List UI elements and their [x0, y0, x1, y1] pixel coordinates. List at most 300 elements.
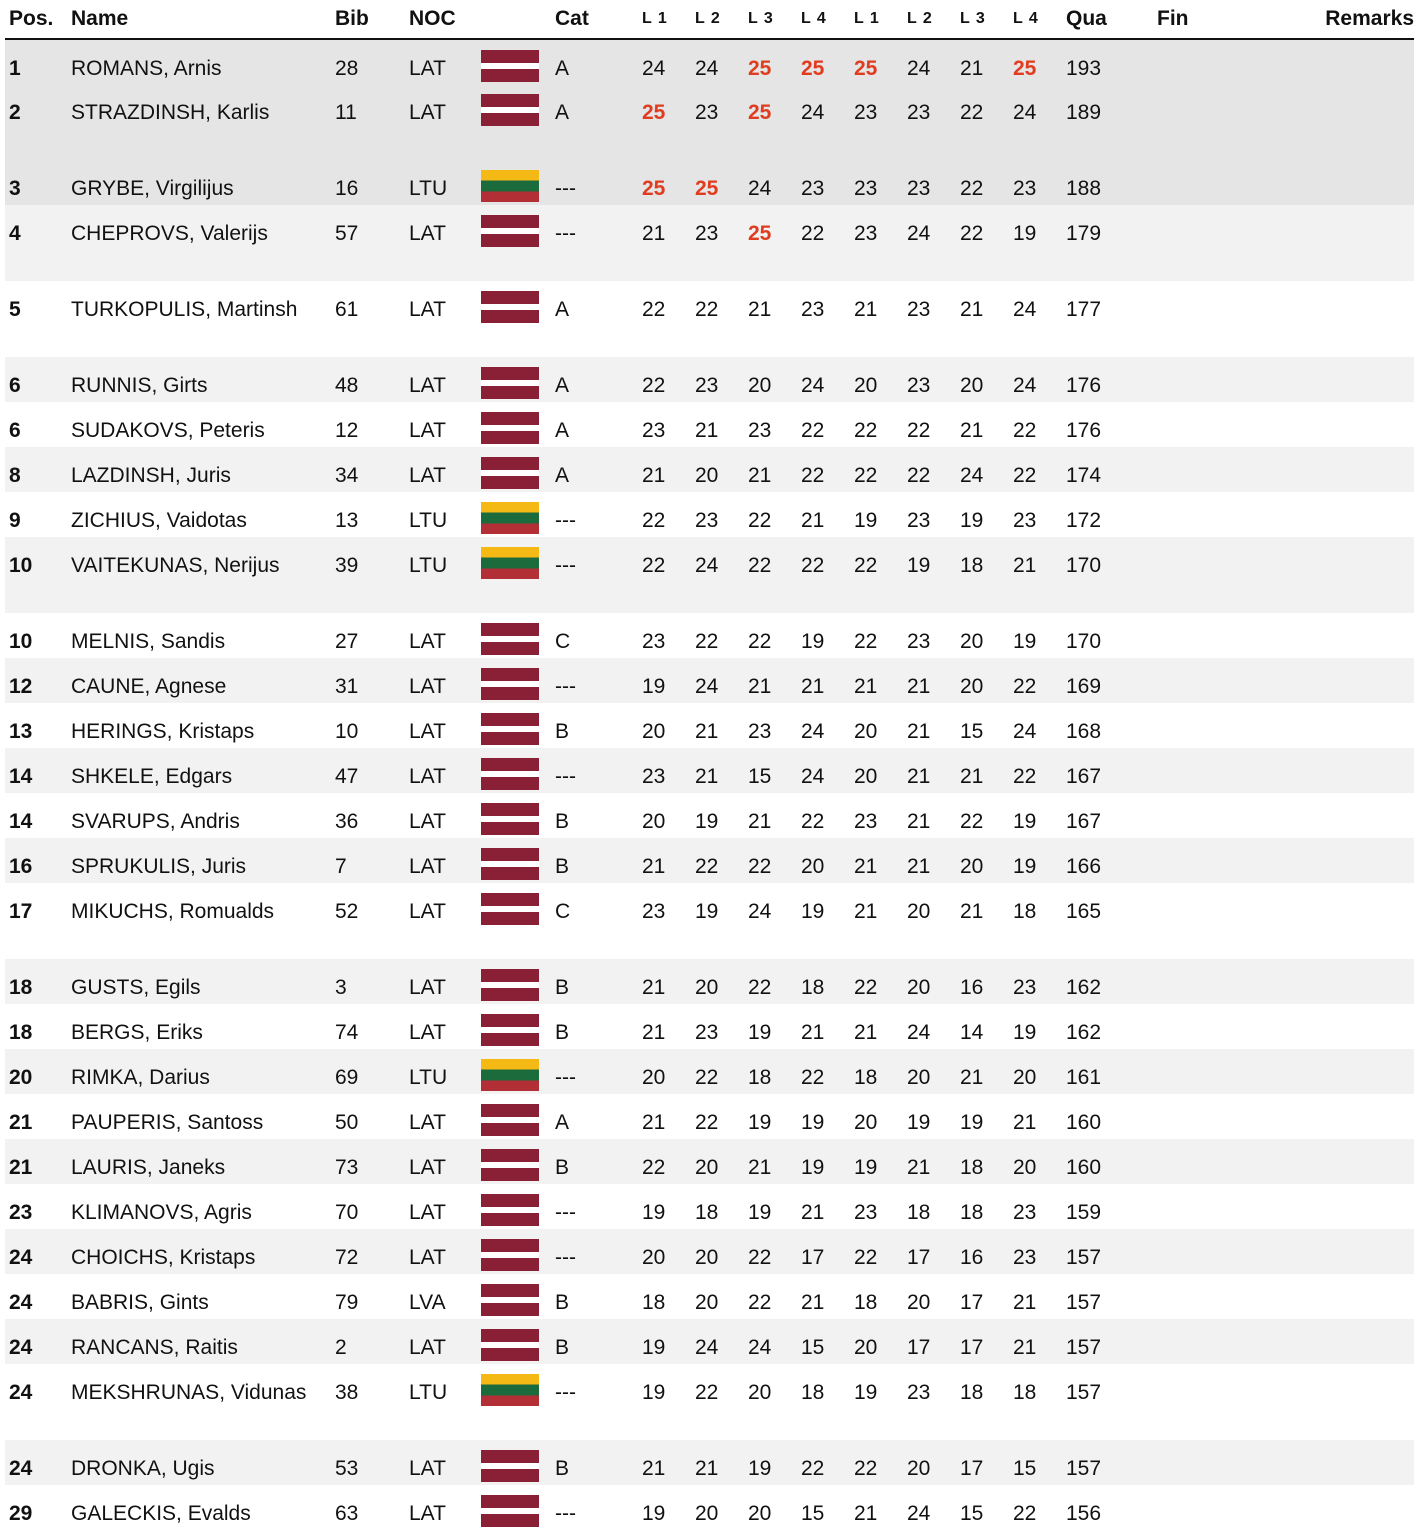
lap-score-cell: 19: [638, 658, 691, 703]
qualification-total-cell: 157: [1066, 1291, 1102, 1314]
lap-score-cell: 22: [797, 1440, 850, 1485]
noc-cell: LTU: [405, 1049, 477, 1094]
qualification-total-cell: 177: [1066, 298, 1102, 321]
lap-score-cell: 22: [797, 1049, 850, 1094]
final-cell: [1153, 447, 1287, 492]
position-cell: 9: [9, 509, 21, 532]
remarks-cell: [1287, 447, 1414, 492]
lap-score-cell: 20: [691, 959, 744, 1004]
bib-cell: 3: [331, 959, 405, 1004]
table-row: [5, 537, 1414, 613]
lithuania-flag-icon: [481, 170, 539, 202]
qualification-total-cell: 174: [1062, 447, 1153, 492]
bib-cell: 11: [331, 84, 405, 160]
category-cell: B: [555, 720, 570, 743]
lap-score-cell: 23: [854, 1201, 878, 1224]
latvia-flag-icon: [481, 1284, 539, 1316]
bib-cell: 47: [331, 748, 405, 793]
lap-score-cell: 22: [956, 84, 1009, 160]
lap-score-cell: 20: [960, 630, 984, 653]
final-cell: [1153, 658, 1287, 703]
lap-score-cell: 21: [854, 900, 878, 923]
header-lap: L 4: [797, 0, 850, 39]
bib-cell: 61: [335, 298, 359, 321]
latvia-flag-icon: [481, 457, 539, 489]
bib-cell: 27: [335, 630, 359, 653]
flag-cell: [477, 1485, 551, 1530]
category-cell: ---: [551, 658, 638, 703]
category-cell: A: [551, 447, 638, 492]
lap-score-cell: 17: [903, 1319, 956, 1364]
lap-score-cell: 24: [744, 160, 797, 205]
category-cell: A: [551, 357, 638, 402]
lap-score-cell: 22: [801, 419, 825, 442]
lap-score-cell: 21: [801, 1021, 825, 1044]
category-cell: ---: [551, 748, 638, 793]
noc-cell: LAT: [405, 959, 477, 1004]
position-cell: 2: [5, 84, 67, 160]
remarks-cell: [1287, 1274, 1414, 1319]
noc-cell: LAT: [409, 900, 446, 923]
position-cell: 1: [5, 39, 67, 84]
flag-cell: [477, 1094, 551, 1139]
lap-score-cell: 22: [854, 630, 878, 653]
lap-score-cell: 19: [695, 900, 719, 923]
final-cell: [1153, 537, 1287, 613]
lithuania-flag-icon: [481, 1059, 539, 1091]
bib-cell: 13: [335, 509, 359, 532]
qualification-total-cell: 167: [1062, 748, 1153, 793]
category-cell: B: [555, 1291, 570, 1314]
position-cell: 21: [5, 1139, 67, 1184]
lap-score-cell: 19: [960, 1111, 984, 1134]
lap-score-cell: 22: [850, 537, 903, 613]
lap-score-cell: 21: [691, 748, 744, 793]
flag-cell: [477, 1319, 551, 1364]
position-cell: 10: [5, 537, 67, 613]
lap-score-cell: 24: [801, 720, 825, 743]
qualification-total-cell: 157: [1066, 1381, 1102, 1404]
table-row: [5, 883, 1414, 959]
lap-score-cell: 22: [956, 205, 1009, 281]
noc-cell: LAT: [409, 630, 446, 653]
athlete-name-cell: SHKELE, Edgars: [67, 748, 331, 793]
lithuania-flag-icon: [481, 502, 539, 534]
lap-score-cell: 20: [854, 720, 878, 743]
lap-score-cell: 20: [907, 1291, 931, 1314]
position-cell: 21: [9, 1111, 33, 1134]
results-table: [5, 0, 1414, 1530]
lap-score-cell: 19: [854, 1381, 878, 1404]
flag-cell: [477, 959, 551, 1004]
latvia-flag-icon: [481, 893, 539, 925]
lap-score-cell: 22: [797, 205, 850, 281]
lap-score-cell: 24: [797, 357, 850, 402]
lap-score-cell: 15: [960, 1502, 984, 1525]
athlete-name-cell: DRONKA, Ugis: [67, 1440, 331, 1485]
athlete-name-cell: MIKUCHS, Romualds: [71, 900, 275, 923]
position-cell: 16: [5, 838, 67, 883]
lap-score-cell: 20: [956, 658, 1009, 703]
category-cell: ---: [551, 1229, 638, 1274]
athlete-name-cell: LAURIS, Janeks: [67, 1139, 331, 1184]
lap-score-cell: 25: [850, 39, 903, 84]
noc-cell: LAT: [409, 1201, 446, 1224]
athlete-name-cell: RIMKA, Darius: [67, 1049, 331, 1094]
lap-score-cell: 19: [801, 900, 825, 923]
lap-score-cell: 18: [854, 1291, 878, 1314]
lap-score-cell: 24: [1009, 357, 1062, 402]
final-cell: [1153, 1274, 1287, 1319]
remarks-cell: [1287, 281, 1414, 357]
lap-score-cell: 20: [691, 447, 744, 492]
lap-score-cell: 22: [695, 630, 719, 653]
lap-score-cell: 22: [797, 537, 850, 613]
lap-score-cell: 22: [903, 447, 956, 492]
latvia-flag-icon: [481, 803, 539, 835]
lap-score-cell: 21: [801, 509, 825, 532]
results-body: [5, 39, 1414, 1530]
athlete-name-cell: KLIMANOVS, Agris: [71, 1201, 252, 1224]
noc-cell: LAT: [405, 748, 477, 793]
table-row: [5, 1440, 1414, 1485]
final-cell: [1153, 205, 1287, 281]
bib-cell: 48: [331, 357, 405, 402]
lap-score-cell: 14: [960, 1021, 984, 1044]
lap-score-cell: 23: [1013, 1201, 1037, 1224]
lap-score-cell: 22: [1009, 447, 1062, 492]
lap-score-cell: 20: [903, 959, 956, 1004]
lap-score-cell: 20: [907, 900, 931, 923]
table-row: [5, 205, 1414, 281]
position-cell: 18: [9, 1021, 33, 1044]
lap-score-cell: 16: [956, 959, 1009, 1004]
noc-cell: LAT: [405, 1319, 477, 1364]
table-row: [5, 1364, 1414, 1440]
noc-cell: LVA: [409, 1291, 446, 1314]
noc-cell: LTU: [409, 1381, 448, 1404]
lap-score-cell: 22: [748, 509, 772, 532]
latvia-flag-icon: [481, 1450, 539, 1482]
lap-score-cell: 19: [642, 1381, 666, 1404]
remarks-cell: [1287, 84, 1414, 160]
lap-score-cell: 22: [691, 1049, 744, 1094]
remarks-cell: [1287, 658, 1414, 703]
remarks-cell: [1287, 160, 1414, 205]
lap-score-cell: 23: [801, 298, 825, 321]
noc-cell: LAT: [409, 298, 446, 321]
noc-cell: LAT: [409, 419, 446, 442]
athlete-name-cell: SVARUPS, Andris: [71, 810, 240, 833]
remarks-cell: [1287, 1094, 1414, 1139]
lap-score-cell: 25: [638, 160, 691, 205]
table-row: [5, 402, 1414, 447]
position-cell: 14: [9, 810, 33, 833]
lap-score-cell: 22: [748, 1291, 772, 1314]
flag-cell: [477, 793, 551, 838]
header-noc: NOC: [405, 0, 477, 39]
latvia-flag-icon: [481, 1014, 539, 1046]
lap-score-cell: 21: [801, 1291, 825, 1314]
qualification-total-cell: 162: [1062, 959, 1153, 1004]
header-pos: Pos.: [5, 0, 67, 39]
category-cell: B: [551, 959, 638, 1004]
header-bib: Bib: [331, 0, 405, 39]
category-cell: ---: [555, 1502, 576, 1525]
table-row: [5, 959, 1414, 1004]
athlete-name-cell: SUDAKOVS, Peteris: [71, 419, 265, 442]
qualification-total-cell: 179: [1062, 205, 1153, 281]
latvia-flag-icon: [481, 1329, 539, 1361]
lap-score-cell: 21: [744, 1139, 797, 1184]
position-cell: 14: [5, 748, 67, 793]
position-cell: 13: [9, 720, 33, 743]
flag-cell: [477, 748, 551, 793]
bib-cell: 57: [331, 205, 405, 281]
athlete-name-cell: VAITEKUNAS, Nerijus: [67, 537, 331, 613]
athlete-name-cell: CHOICHS, Kristaps: [67, 1229, 331, 1274]
lap-score-cell: 23: [642, 419, 666, 442]
lap-score-cell: 22: [744, 838, 797, 883]
position-cell: 23: [9, 1201, 33, 1224]
lap-score-cell: 22: [691, 838, 744, 883]
noc-cell: LTU: [409, 509, 448, 532]
position-cell: 17: [9, 900, 33, 923]
lap-score-cell: 18: [907, 1201, 931, 1224]
lap-score-cell: 17: [903, 1229, 956, 1274]
lap-score-cell: 23: [907, 1381, 931, 1404]
lap-score-cell: 21: [956, 1049, 1009, 1094]
lap-score-cell: 21: [907, 810, 931, 833]
athlete-name-cell: TURKOPULIS, Martinsh: [71, 298, 298, 321]
lap-score-cell: 22: [956, 160, 1009, 205]
noc-cell: LAT: [409, 810, 446, 833]
flag-cell: [477, 281, 551, 357]
lap-score-cell: 21: [1009, 1319, 1062, 1364]
qualification-total-cell: 162: [1066, 1021, 1102, 1044]
lap-score-cell: 22: [1009, 658, 1062, 703]
lap-score-cell: 20: [638, 1049, 691, 1094]
lap-score-cell: 21: [642, 1021, 666, 1044]
lap-score-cell: 21: [1013, 1291, 1037, 1314]
remarks-cell: [1287, 883, 1414, 959]
lap-score-cell: 23: [907, 630, 931, 653]
category-cell: B: [555, 810, 570, 833]
qualification-total-cell: 157: [1062, 1319, 1153, 1364]
lap-score-cell: 17: [797, 1229, 850, 1274]
lap-score-cell: 20: [854, 1111, 878, 1134]
lap-score-cell: 15: [801, 1502, 825, 1525]
lap-score-cell: 20: [744, 357, 797, 402]
lap-score-cell: 23: [903, 357, 956, 402]
category-cell: ---: [551, 205, 638, 281]
header-lap: L 1: [638, 0, 691, 39]
final-cell: [1153, 1485, 1287, 1530]
qualification-total-cell: 157: [1062, 1440, 1153, 1485]
final-cell: [1153, 613, 1287, 658]
final-cell: [1153, 1229, 1287, 1274]
lap-score-cell: 23: [642, 900, 666, 923]
lap-score-cell: 21: [903, 658, 956, 703]
flag-cell: [477, 883, 551, 959]
lap-score-cell: 20: [748, 1381, 772, 1404]
latvia-flag-icon: [481, 1149, 539, 1181]
lap-score-cell: 21: [956, 748, 1009, 793]
lap-score-cell: 19: [744, 1440, 797, 1485]
lap-score-cell: 20: [638, 1229, 691, 1274]
lap-score-cell: 21: [854, 1502, 878, 1525]
latvia-flag-icon: [481, 623, 539, 655]
qualification-total-cell: 176: [1062, 357, 1153, 402]
remarks-cell: [1287, 703, 1414, 748]
flag-cell: [477, 537, 551, 613]
remarks-cell: [1287, 748, 1414, 793]
final-cell: [1153, 838, 1287, 883]
position-cell: 24: [5, 1229, 67, 1274]
position-cell: 18: [5, 959, 67, 1004]
category-cell: A: [555, 1111, 570, 1134]
flag-cell: [477, 447, 551, 492]
position-cell: 24: [5, 1440, 67, 1485]
lap-score-cell: 20: [695, 1291, 719, 1314]
lap-score-cell: 21: [797, 658, 850, 703]
position-cell: 3: [5, 160, 67, 205]
lap-score-cell: 22: [850, 1440, 903, 1485]
flag-cell: [477, 1229, 551, 1274]
lap-score-cell: 19: [854, 509, 878, 532]
lap-score-cell: 25: [1009, 39, 1062, 84]
table-row: [5, 281, 1414, 357]
lap-score-cell: 20: [748, 1502, 772, 1525]
athlete-name-cell: LAZDINSH, Juris: [67, 447, 331, 492]
lap-score-cell: 22: [960, 810, 984, 833]
table-row: [5, 447, 1414, 492]
lap-score-cell: 15: [960, 720, 984, 743]
bib-cell: 50: [335, 1111, 359, 1134]
noc-cell: LAT: [405, 84, 477, 160]
lap-score-cell: 19: [850, 1139, 903, 1184]
athlete-name-cell: BABRIS, Gints: [71, 1291, 209, 1314]
lap-score-cell: 17: [960, 1291, 984, 1314]
lap-score-cell: 20: [850, 1319, 903, 1364]
header-lap: L 3: [956, 0, 1009, 39]
final-cell: [1153, 1004, 1287, 1049]
lap-score-cell: 23: [850, 84, 903, 160]
latvia-flag-icon: [481, 291, 539, 323]
athlete-name-cell: GUSTS, Egils: [67, 959, 331, 1004]
lap-score-cell: 21: [638, 447, 691, 492]
lap-score-cell: 22: [695, 1381, 719, 1404]
remarks-cell: [1287, 1364, 1414, 1440]
final-cell: [1153, 281, 1287, 357]
athlete-name-cell: RANCANS, Raitis: [67, 1319, 331, 1364]
lap-score-cell: 19: [801, 1111, 825, 1134]
latvia-flag-icon: [481, 713, 539, 745]
header-qua: Qua: [1062, 0, 1153, 39]
lap-score-cell: 20: [850, 357, 903, 402]
noc-cell: LAT: [405, 447, 477, 492]
lap-score-cell: 19: [748, 1201, 772, 1224]
qualification-total-cell: 157: [1062, 1229, 1153, 1274]
lap-score-cell: 21: [695, 419, 719, 442]
lap-score-cell: 22: [744, 959, 797, 1004]
lap-score-cell: 21: [903, 1139, 956, 1184]
lap-score-cell: 22: [695, 298, 719, 321]
bib-cell: 10: [335, 720, 359, 743]
lap-score-cell: 23: [695, 1021, 719, 1044]
bib-cell: 34: [331, 447, 405, 492]
lap-score-cell: 21: [638, 959, 691, 1004]
position-cell: 24: [9, 1381, 33, 1404]
lap-score-cell: 23: [691, 84, 744, 160]
bib-cell: 79: [335, 1291, 359, 1314]
remarks-cell: [1287, 402, 1414, 447]
final-cell: [1153, 1094, 1287, 1139]
lap-score-cell: 23: [907, 509, 931, 532]
lap-score-cell: 22: [695, 1111, 719, 1134]
lap-score-cell: 17: [956, 1440, 1009, 1485]
lap-score-cell: 24: [1009, 84, 1062, 160]
lap-score-cell: 24: [797, 84, 850, 160]
bib-cell: 39: [331, 537, 405, 613]
final-cell: [1153, 160, 1287, 205]
lap-score-cell: 16: [956, 1229, 1009, 1274]
qualification-total-cell: 160: [1062, 1139, 1153, 1184]
bib-cell: 74: [335, 1021, 359, 1044]
table-row: [5, 84, 1414, 160]
category-cell: C: [555, 630, 571, 653]
final-cell: [1153, 1139, 1287, 1184]
lap-score-cell: 23: [797, 160, 850, 205]
lap-score-cell: 20: [956, 357, 1009, 402]
lap-score-cell: 23: [1009, 160, 1062, 205]
bib-cell: 72: [331, 1229, 405, 1274]
noc-cell: LAT: [405, 658, 477, 703]
noc-cell: LTU: [405, 537, 477, 613]
qualification-total-cell: 159: [1066, 1201, 1102, 1224]
lap-score-cell: 24: [903, 205, 956, 281]
remarks-cell: [1287, 1049, 1414, 1094]
latvia-flag-icon: [481, 1495, 539, 1527]
lap-score-cell: 18: [956, 1139, 1009, 1184]
flag-cell: [477, 1184, 551, 1229]
athlete-name-cell: BERGS, Eriks: [71, 1021, 203, 1044]
lithuania-flag-icon: [481, 1374, 539, 1406]
lap-score-cell: 22: [854, 419, 878, 442]
lap-score-cell: 20: [903, 1440, 956, 1485]
lap-score-cell: 20: [1009, 1049, 1062, 1094]
flag-cell: [477, 1139, 551, 1184]
header-flag: [477, 0, 551, 39]
lap-score-cell: 21: [850, 838, 903, 883]
lap-score-cell: 24: [956, 447, 1009, 492]
header-cat: Cat: [551, 0, 638, 39]
bib-cell: 2: [331, 1319, 405, 1364]
lap-score-cell: 25: [744, 205, 797, 281]
noc-cell: LAT: [409, 1502, 446, 1525]
position-cell: 5: [9, 298, 21, 321]
position-cell: 10: [9, 630, 33, 653]
lap-score-cell: 21: [903, 838, 956, 883]
lap-score-cell: 18: [801, 1381, 825, 1404]
final-cell: [1153, 883, 1287, 959]
table-row: [5, 160, 1414, 205]
noc-cell: LAT: [405, 357, 477, 402]
lap-score-cell: 19: [695, 810, 719, 833]
lap-score-cell: 21: [642, 1111, 666, 1134]
lap-score-cell: 22: [744, 537, 797, 613]
flag-cell: [477, 492, 551, 537]
